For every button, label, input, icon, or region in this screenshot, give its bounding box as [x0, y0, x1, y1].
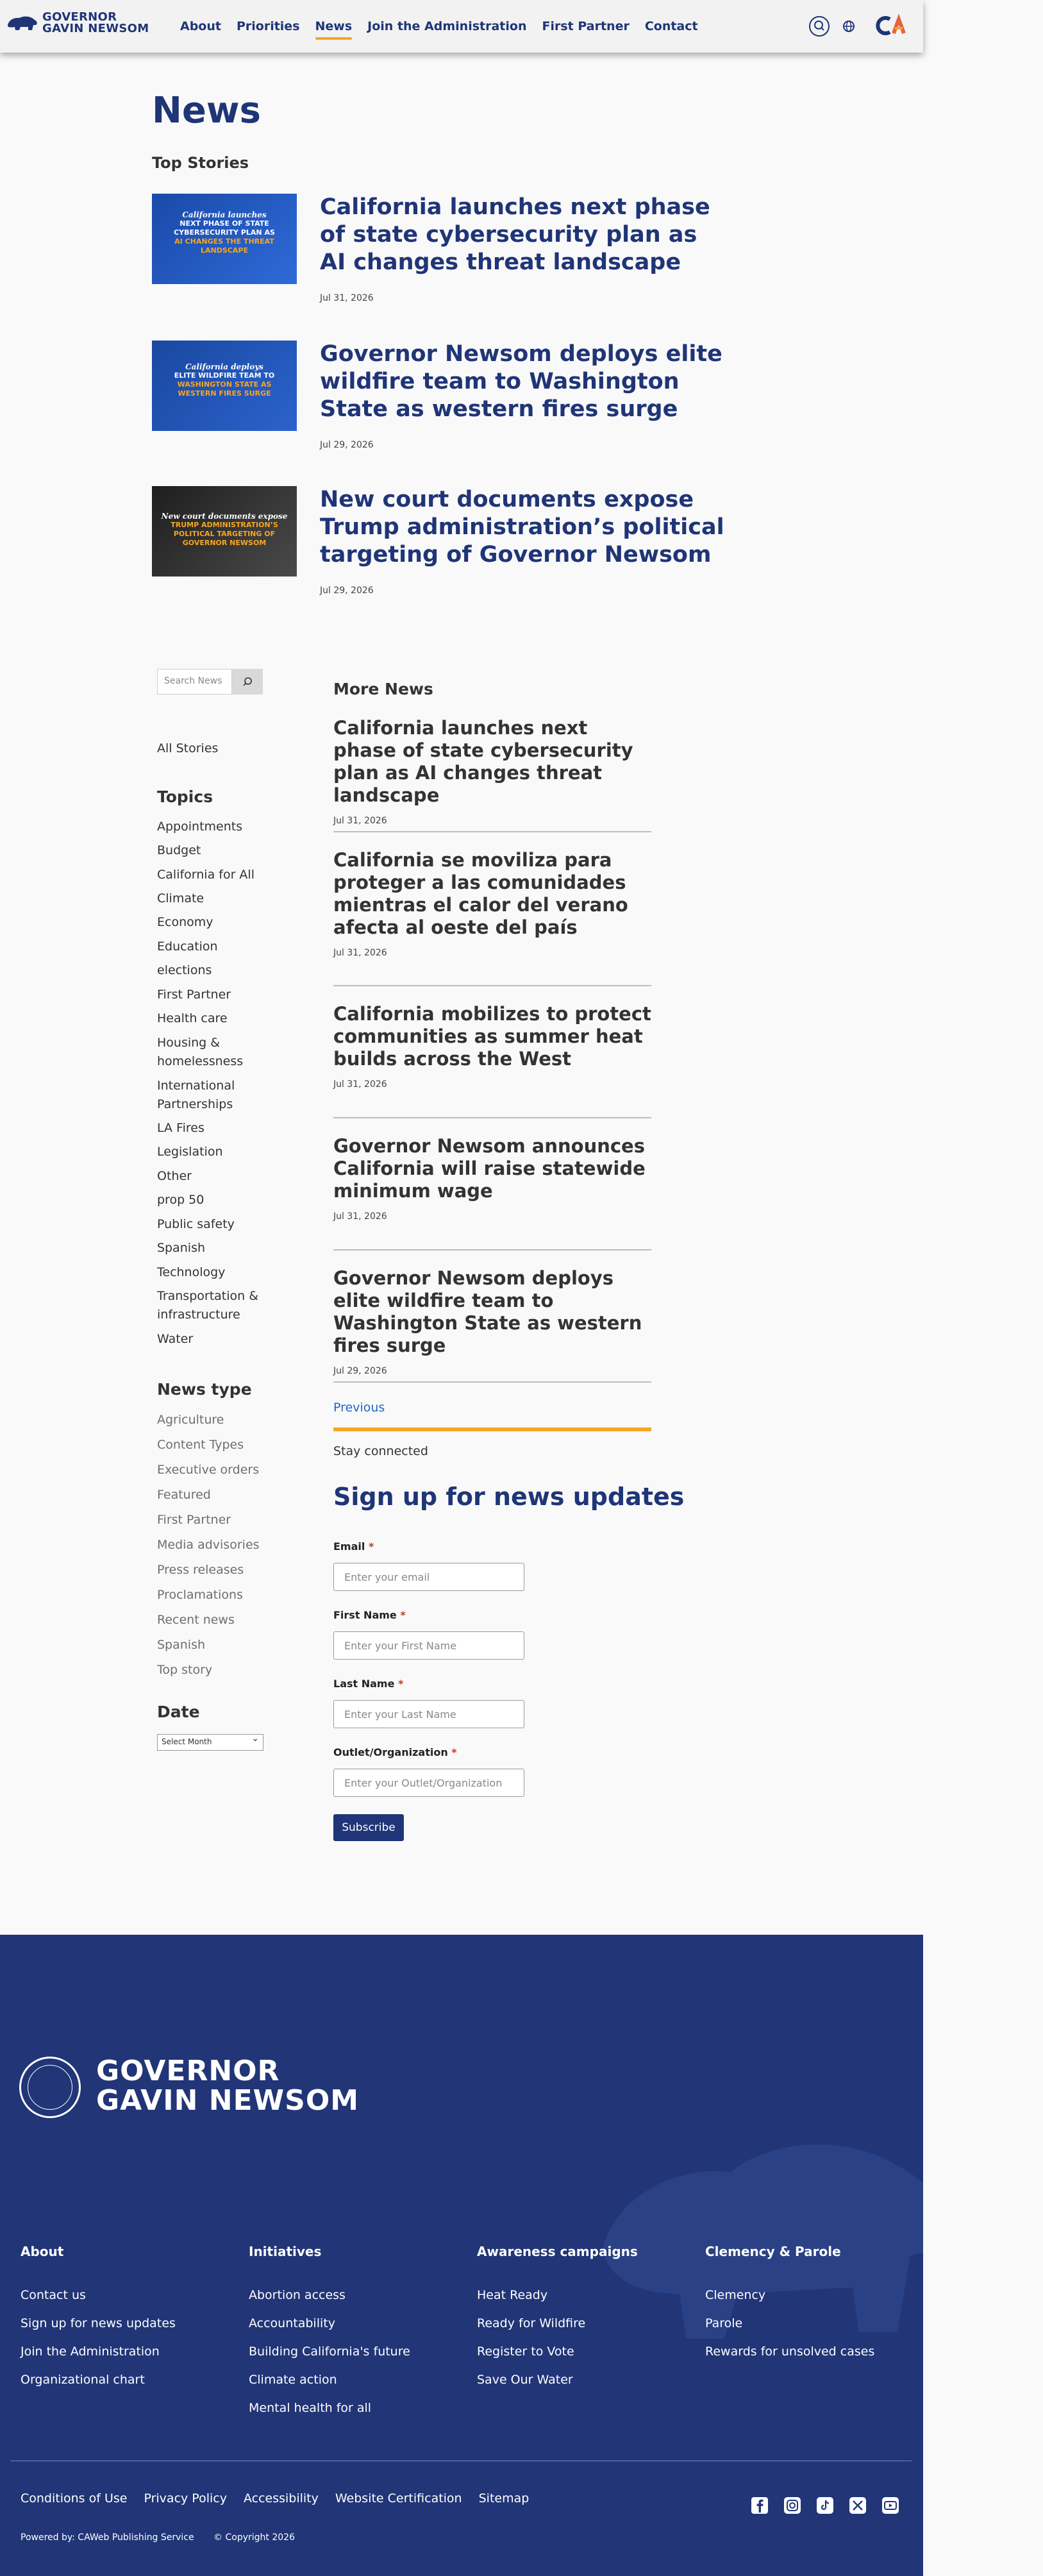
footer-legal-link[interactable]: Privacy Policy: [144, 2491, 227, 2505]
seal-inner-ring: [28, 2065, 72, 2110]
footer-link[interactable]: Accountability: [249, 2316, 335, 2330]
news-list-item[interactable]: [333, 1003, 651, 1118]
topic-link[interactable]: Budget: [157, 843, 201, 857]
topic-link[interactable]: Climate: [157, 891, 204, 905]
logo-text: [42, 12, 149, 35]
thumb-orange: TRUMP ADMINISTRATION’S POLITICAL TARGETING OF GOVERNOR NEWSOM: [171, 521, 278, 547]
footer-column-about: [21, 2244, 245, 2399]
news-type-link[interactable]: Spanish: [157, 1638, 206, 1652]
topic-link[interactable]: Technology: [157, 1265, 226, 1279]
story-headline[interactable]: New court documents expose Trump administration’s political targeting of Governor Newsom: [320, 487, 724, 568]
state-seal-icon: [19, 2057, 81, 2118]
topic-link[interactable]: Appointments: [157, 820, 243, 834]
news-type-link[interactable]: Top story: [157, 1663, 213, 1677]
site-logo[interactable]: [5, 12, 149, 35]
topic-link[interactable]: First Partner: [157, 988, 231, 1002]
footer-column-clemency: [705, 2244, 917, 2371]
news-title[interactable]: California launches next phase of state cybersecurity plan as AI changes threat landscape: [333, 717, 633, 806]
topic-link[interactable]: prop 50: [157, 1193, 204, 1207]
news-date: Jul 31, 2026: [333, 1079, 387, 1090]
news-title[interactable]: California mobilizes to protect communities as summer heat builds across the West: [333, 1003, 651, 1070]
footer-legal-link[interactable]: Sitemap: [478, 2491, 530, 2505]
news-list-item[interactable]: [333, 717, 651, 832]
footer-link[interactable]: Organizational chart: [21, 2373, 145, 2387]
footer-column-awareness: [477, 2244, 701, 2399]
thumb-lead: California launches: [182, 210, 267, 219]
email-label-text: Email: [333, 1540, 365, 1553]
main-nav: [180, 0, 713, 53]
site-footer: [0, 1935, 923, 2576]
footer-link[interactable]: Abortion access: [249, 2288, 346, 2302]
footer-link[interactable]: Save Our Water: [477, 2373, 573, 2387]
story-thumbnail[interactable]: [152, 341, 297, 431]
stay-connected-label: Stay connected: [333, 1444, 428, 1458]
globe-icon[interactable]: [842, 20, 855, 33]
topic-link[interactable]: Water: [157, 1332, 194, 1346]
news-list-item[interactable]: [333, 849, 651, 986]
footer-link[interactable]: Building California's future: [249, 2344, 410, 2359]
news-type-link[interactable]: Media advisories: [157, 1538, 260, 1552]
search-icon[interactable]: [809, 16, 830, 37]
footer-legal-link[interactable]: Accessibility: [243, 2491, 319, 2505]
footer-title-line2: GAVIN NEWSOM: [96, 2084, 360, 2117]
thumb-orange: WASHINGTON STATE AS WESTERN FIRES SURGE: [177, 380, 272, 398]
footer-link[interactable]: Parole: [705, 2316, 743, 2330]
story-date: Jul 31, 2026: [320, 293, 374, 303]
news-type-heading: News type: [157, 1380, 252, 1399]
topic-link[interactable]: Spanish: [157, 1241, 206, 1255]
first-name-label: [333, 1609, 406, 1621]
footer-column-heading: Clemency & Parole: [705, 2244, 841, 2259]
footer-legal-link[interactable]: Website Certification: [335, 2491, 462, 2505]
organization-label-text: Outlet/Organization: [333, 1746, 448, 1758]
footer-link[interactable]: Join the Administration: [21, 2344, 160, 2359]
footer-column-heading: Initiatives: [249, 2244, 322, 2259]
site-header: [0, 0, 923, 53]
date-heading: Date: [157, 1703, 200, 1721]
news-date: Jul 31, 2026: [333, 816, 387, 826]
search-news-input[interactable]: Search News: [157, 669, 232, 695]
footer-link[interactable]: Register to Vote: [477, 2344, 574, 2359]
footer-link[interactable]: Sign up for news updates: [21, 2316, 176, 2330]
footer-legal-links: [21, 2491, 546, 2505]
nav-first-partner[interactable]: First Partner: [542, 19, 630, 33]
search-news-button[interactable]: [232, 669, 263, 695]
last-name-field[interactable]: Enter your Last Name: [333, 1700, 524, 1728]
footer-legal-link[interactable]: Conditions of Use: [21, 2491, 128, 2505]
news-date: Jul 31, 2026: [333, 1211, 387, 1222]
footer-link[interactable]: Ready for Wildfire: [477, 2316, 586, 2330]
topic-link[interactable]: LA Fires: [157, 1121, 204, 1135]
news-type-link[interactable]: Content Types: [157, 1438, 244, 1452]
story-headline[interactable]: Governor Newsom deploys elite wildfire team to Washington State as western fires surge: [320, 341, 722, 422]
bear-logo-icon: [5, 13, 38, 33]
footer-title-line1: GOVERNOR: [96, 2055, 280, 2087]
thumb-white: NEXT PHASE OF STATE CYBERSECURITY PLAN AS: [174, 219, 275, 237]
organization-label: [333, 1746, 457, 1758]
required-mark: *: [398, 1678, 404, 1690]
footer-link[interactable]: Rewards for unsolved cases: [705, 2344, 875, 2359]
month-select[interactable]: [157, 1734, 263, 1751]
previous-page-link[interactable]: Previous: [333, 1401, 385, 1415]
story-thumbnail[interactable]: [152, 486, 297, 577]
required-mark: *: [451, 1746, 457, 1758]
organization-field[interactable]: Enter your Outlet/Organization: [333, 1769, 524, 1797]
first-name-label-text: First Name: [333, 1609, 397, 1621]
page-title: News: [152, 90, 261, 131]
topic-link[interactable]: Housing & homelessness: [157, 1036, 244, 1068]
copyright-text: © Copyright 2026: [213, 2532, 295, 2543]
thumb-lead: New court documents expose: [161, 512, 288, 521]
footer-column-initiatives: [249, 2244, 473, 2427]
news-type-link[interactable]: Agriculture: [157, 1413, 224, 1427]
footer-powered-by: [21, 2532, 312, 2543]
thumb-white: ELITE WILDFIRE TEAM TO: [174, 371, 275, 380]
instagram-icon[interactable]: [783, 2496, 802, 2515]
news-list-item[interactable]: [333, 1267, 651, 1383]
thumbnail-text: [157, 512, 292, 548]
topic-link[interactable]: Other: [157, 1169, 192, 1183]
required-mark: *: [400, 1609, 406, 1621]
topic-link[interactable]: International Partnerships: [157, 1079, 235, 1111]
first-name-field[interactable]: Enter your First Name: [333, 1631, 524, 1660]
logo-line2: GAVIN NEWSOM: [42, 22, 149, 35]
thumb-lead: California deploys: [185, 362, 263, 371]
news-type-link[interactable]: First Partner: [157, 1513, 231, 1527]
thumb-orange: AI CHANGES THE THREAT LANDSCAPE: [174, 237, 274, 255]
topic-link[interactable]: California for All: [157, 868, 254, 882]
nav-join[interactable]: Join the Administration: [367, 19, 527, 33]
footer-column-heading: About: [21, 2244, 64, 2259]
email-field[interactable]: Enter your email: [333, 1563, 524, 1591]
news-type-link[interactable]: Executive orders: [157, 1463, 260, 1477]
x-icon[interactable]: [848, 2496, 867, 2515]
news-list-item[interactable]: [333, 1135, 651, 1250]
facebook-icon[interactable]: [750, 2496, 769, 2515]
nav-about[interactable]: About: [180, 19, 221, 33]
nav-contact[interactable]: Contact: [644, 19, 698, 33]
topic-link[interactable]: elections: [157, 963, 212, 977]
email-label: [333, 1540, 374, 1553]
topic-link[interactable]: Economy: [157, 915, 213, 929]
news-date: Jul 29, 2026: [333, 1366, 387, 1376]
news-title[interactable]: Governor Newsom announces California will raise statewide minimum wage: [333, 1135, 646, 1202]
news-type-link[interactable]: Press releases: [157, 1563, 244, 1577]
story-headline[interactable]: California launches next phase of state cybersecurity plan as AI changes threat landscape: [320, 194, 710, 275]
last-name-label-text: Last Name: [333, 1678, 395, 1690]
topic-link[interactable]: Legislation: [157, 1145, 223, 1159]
powered-by-text: Powered by: CAWeb Publishing Service: [21, 2532, 194, 2543]
thumbnail-text: [157, 210, 292, 255]
footer-link[interactable]: Mental health for all: [249, 2401, 372, 2415]
subscribe-button[interactable]: Subscribe: [333, 1814, 404, 1841]
news-type-link[interactable]: Proclamations: [157, 1588, 243, 1602]
search-icon: [232, 669, 263, 695]
topic-link[interactable]: Health care: [157, 1011, 228, 1025]
news-title[interactable]: Governor Newsom deploys elite wildfire team to Washington State as western fires surge: [333, 1267, 642, 1356]
news-date: Jul 31, 2026: [333, 948, 387, 958]
tiktok-icon[interactable]: [815, 2496, 835, 2515]
topics-heading: Topics: [157, 787, 213, 806]
topic-link[interactable]: Education: [157, 939, 218, 954]
nav-news[interactable]: News: [315, 15, 353, 37]
youtube-icon[interactable]: [881, 2496, 900, 2515]
topic-link[interactable]: Transportation & infrastructure: [157, 1289, 259, 1322]
story-thumbnail[interactable]: [152, 194, 297, 284]
required-mark: *: [368, 1540, 374, 1553]
footer-link[interactable]: Heat Ready: [477, 2288, 548, 2302]
footer-title: [96, 2057, 359, 2116]
last-name-label: [333, 1678, 403, 1690]
more-news-heading: More News: [333, 680, 433, 698]
footer-link[interactable]: Clemency: [705, 2288, 766, 2302]
footer-link[interactable]: Climate action: [249, 2373, 337, 2387]
news-type-link[interactable]: Recent news: [157, 1613, 235, 1627]
ca-logo-icon[interactable]: [876, 14, 909, 37]
news-type-link[interactable]: Featured: [157, 1488, 211, 1502]
topic-link[interactable]: Public safety: [157, 1217, 235, 1231]
story-date: Jul 29, 2026: [320, 585, 374, 596]
section-divider: [333, 1427, 651, 1431]
nav-priorities[interactable]: Priorities: [236, 19, 300, 33]
thumbnail-text: [157, 362, 292, 398]
footer-column-heading: Awareness campaigns: [477, 2244, 638, 2259]
footer-link[interactable]: Contact us: [21, 2288, 86, 2302]
story-date: Jul 29, 2026: [320, 440, 374, 450]
all-stories-link[interactable]: All Stories: [157, 741, 219, 755]
month-select-value: Select Month: [162, 1737, 212, 1746]
logo-line1: GOVERNOR: [42, 10, 117, 24]
signup-heading: Sign up for news updates: [333, 1483, 685, 1511]
top-stories-label: Top Stories: [152, 154, 249, 172]
news-title[interactable]: California se moviliza para proteger a las comunidades mientras el calor del verano afecta al oeste del país: [333, 849, 628, 938]
